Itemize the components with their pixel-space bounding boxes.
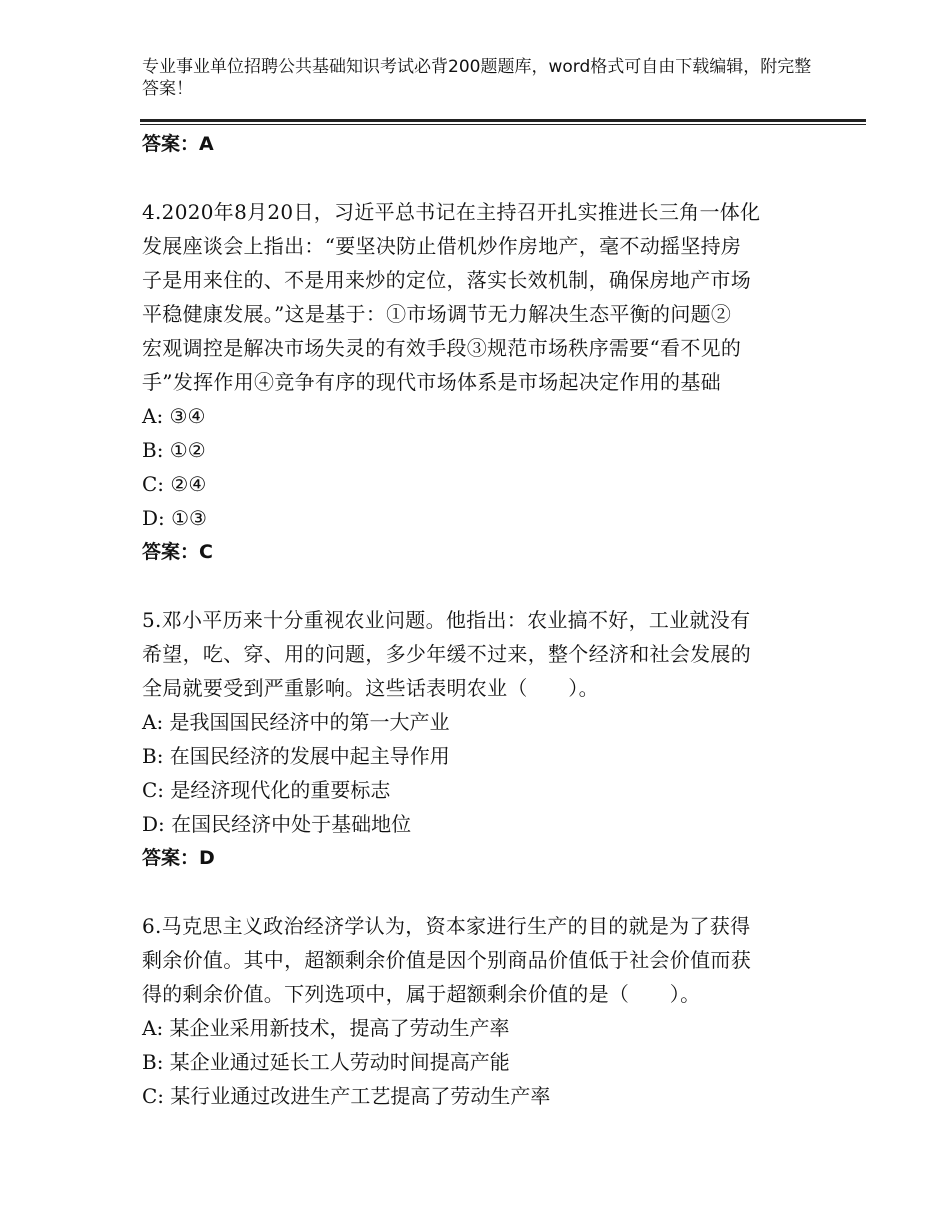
question-5 [142, 603, 822, 875]
option-a: A: ③④ [142, 404, 206, 428]
question-stem-line: 手”发挥作用④竞争有序的现代市场体系是市场起决定作用的基础 [142, 370, 721, 394]
header-rule-thin [140, 124, 866, 125]
header-title: 专业事业单位招聘公共基础知识考试必背200题题库，word格式可自由下载编辑，附完整答案！ [142, 57, 812, 99]
answer-q4: 答案：C [142, 541, 213, 563]
document-body [142, 127, 822, 1113]
question-stem-line: 5.邓小平历来十分重视农业问题。他指出：农业搞不好，工业就没有 [142, 608, 751, 632]
option-c: C: ②④ [142, 472, 207, 496]
document-header [142, 56, 822, 100]
question-stem-line: 希望，吃、穿、用的问题，多少年缓不过来，整个经济和社会发展的 [142, 642, 751, 666]
question-stem-line: 剩余价值。其中，超额剩余价值是因个别商品价值低于社会价值而获 [142, 948, 751, 972]
question-stem-line: 平稳健康发展。”这是基于：①市场调节无力解决生态平衡的问题② [142, 302, 732, 326]
answer-q5: 答案：D [142, 847, 215, 869]
question-4 [142, 195, 822, 569]
question-stem-line: 发展座谈会上指出：“要坚决防止借机炒作房地产，毫不动摇坚持房 [142, 234, 742, 258]
question-stem-line: 6.马克思主义政治经济学认为，资本家进行生产的目的就是为了获得 [142, 914, 751, 938]
option-b: B: 某企业通过延长工人劳动时间提高产能 [142, 1050, 510, 1074]
option-b: B: 在国民经济的发展中起主导作用 [142, 744, 450, 768]
question-stem-line: 得的剩余价值。下列选项中，属于超额剩余价值的是（ ）。 [142, 982, 701, 1006]
question-stem-line: 4.2020年8月20日，习近平总书记在主持召开扎实推进长三角一体化 [142, 200, 761, 224]
question-6 [142, 909, 822, 1113]
question-stem-line: 全局就要受到严重影响。这些话表明农业（ ）。 [142, 676, 599, 700]
option-a: A: 某企业采用新技术，提高了劳动生产率 [142, 1016, 510, 1040]
option-c: C: 是经济现代化的重要标志 [142, 778, 391, 802]
option-d: D: ①③ [142, 506, 207, 530]
answer-q3: 答案：A [142, 133, 214, 155]
option-d: D: 在国民经济中处于基础地位 [142, 812, 412, 836]
option-c: C: 某行业通过改进生产工艺提高了劳动生产率 [142, 1084, 551, 1108]
question-stem-line: 宏观调控是解决市场失灵的有效手段③规范市场秩序需要“看不见的 [142, 336, 742, 360]
option-b: B: ①② [142, 438, 206, 462]
header-rule-thick [140, 119, 866, 122]
question-stem-line: 子是用来住的、不是用来炒的定位，落实长效机制，确保房地产市场 [142, 268, 751, 292]
option-a: A: 是我国国民经济中的第一大产业 [142, 710, 450, 734]
